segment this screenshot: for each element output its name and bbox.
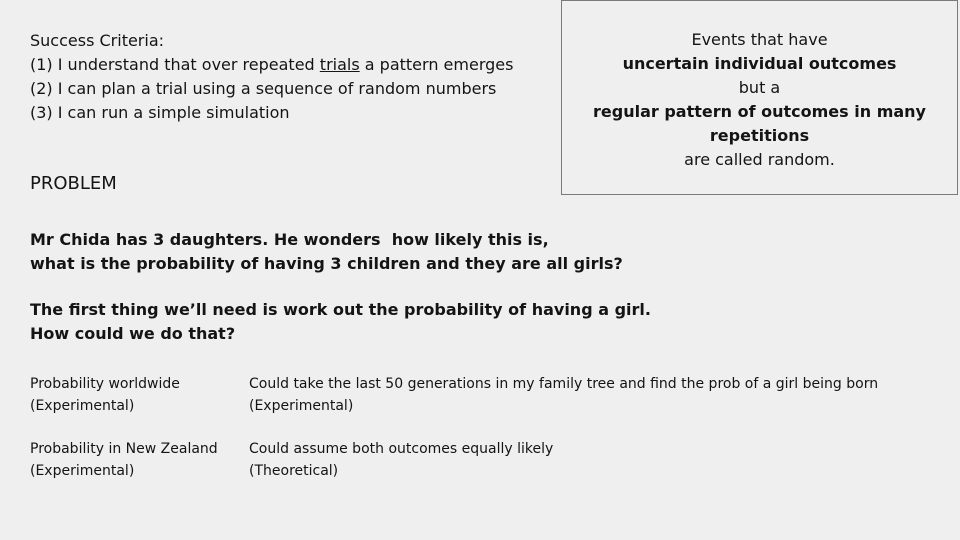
definition-line-1: Events that have [691, 30, 828, 49]
option-label: Could assume both outcomes equally likely [249, 441, 554, 457]
first-step-line-1: The first thing we’ll need is work out the probability of having a girl. [30, 300, 651, 319]
criteria-item-2: (2) I can plan a trial using a sequence of random numbers [30, 79, 497, 98]
option-label: Probability in New Zealand [30, 441, 218, 457]
criteria-item-1-underlined: trials [319, 55, 360, 74]
definition-line-4: regular pattern of outcomes in many [593, 102, 926, 121]
problem-question [30, 228, 623, 276]
option-equally-likely [249, 438, 553, 482]
definition-line-3: but a [738, 78, 781, 97]
criteria-item-1-before: (1) I understand that over repeated [30, 55, 320, 74]
criteria-item-1-after: a pattern emerges [359, 55, 514, 74]
question-line-1: Mr Chida has 3 daughters. He wonders how likely this is, [30, 230, 549, 249]
definition-line-6: are called random. [684, 150, 835, 169]
success-criteria-heading: Success Criteria: [30, 31, 165, 50]
option-type: (Experimental) [30, 463, 135, 479]
option-new-zealand [30, 438, 218, 482]
option-type: (Theoretical) [249, 463, 339, 479]
option-family-tree [249, 373, 878, 417]
criteria-item-3: (3) I can run a simple simulation [30, 103, 290, 122]
success-criteria [30, 29, 513, 125]
option-type: (Experimental) [30, 398, 135, 414]
first-step-line-2: How could we do that? [30, 324, 236, 343]
criteria-item-1 [30, 53, 513, 77]
option-type: (Experimental) [249, 398, 354, 414]
option-label: Could take the last 50 generations in my family tree and find the prob of a girl being born [249, 376, 879, 392]
definition-line-2: uncertain individual outcomes [622, 54, 897, 73]
option-label: Probability worldwide [30, 376, 180, 392]
option-worldwide [30, 373, 180, 417]
question-line-2: what is the probability of having 3 children and they are all girls? [30, 254, 623, 273]
first-step-text [30, 298, 651, 346]
definition-line-5: repetitions [709, 126, 810, 145]
definition-box [561, 0, 958, 195]
problem-heading: PROBLEM [30, 173, 117, 194]
